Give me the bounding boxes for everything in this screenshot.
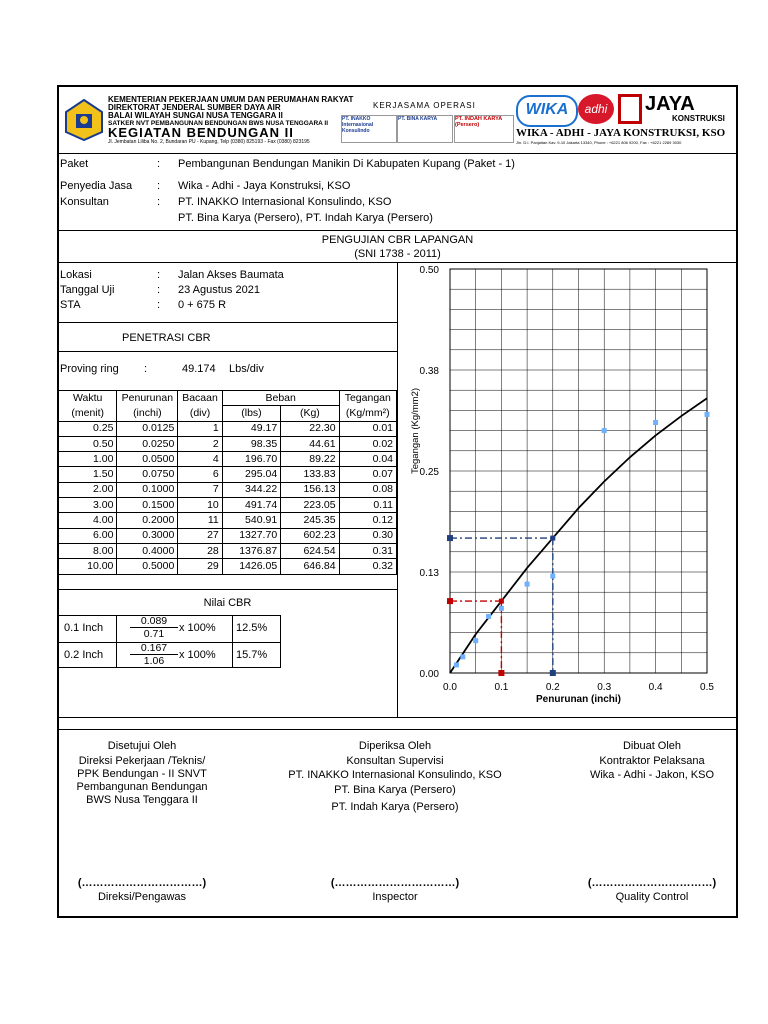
y-tick-label: 0.13 [419,568,439,579]
col-header: Bacaan [178,391,222,406]
contractor-address: Jln. D.I. Panjaitan Kav. 9-10 Jakarta 13340, Phone : +6221 806 9200, Fax : +6221 2289 3030 [516,140,682,145]
table-cell: 49.17 [222,421,280,436]
table-cell: 0.04 [339,452,396,467]
table-cell: 4 [178,452,222,467]
cbr-multiplier: x 100% [179,649,216,661]
jaya-text: JAYA [645,93,695,115]
table-cell: 0.0125 [117,421,178,436]
tanggal-value: 23 Agustus 2021 [178,284,260,296]
y-tick-label: 0.38 [419,366,439,377]
table-cell: 0.01 [339,421,396,436]
table-cell: 10.00 [59,559,117,574]
penetrasi-title: PENETRASI CBR [122,332,211,344]
colon: : [157,158,161,170]
signer-role: Direksi/Pengawas [97,891,187,903]
table-cell: 0.12 [339,513,396,528]
marker-point [550,536,555,541]
ring-colon: : [144,363,148,375]
y-tick-label: 0.25 [419,467,439,478]
cbr-value: 12.5% [236,622,268,634]
table-cell: 0.0250 [117,436,178,451]
sign-text: PT. Indah Karya (Persero) [331,801,459,813]
col-header: Waktu [59,391,117,406]
test-standard: (SNI 1738 - 2011) [354,248,441,260]
table-cell: 44.61 [281,436,339,451]
tanggal-label: Tanggal Uji [60,284,115,296]
table-cell: 11 [178,513,222,528]
table-cell: 1376.87 [222,543,280,558]
lokasi-value: Jalan Akses Baumata [178,269,284,281]
colon: : [157,269,161,281]
ring-label: Proving ring [60,363,119,375]
fraction-denominator: 0.71 [143,628,165,640]
cbr-chart [398,263,736,717]
x-tick-label: 0.3 [597,682,612,693]
table-cell: 0.3000 [117,528,178,543]
data-point [473,638,478,643]
table-cell: 0.1000 [117,482,178,497]
sign-text: PT. INAKKO Internasional Konsulindo, KSO [288,769,502,781]
table-cell: 2.00 [59,482,117,497]
cbr-fraction [130,615,178,640]
konstruksi-text: KONSTRUKSI [672,114,725,123]
col-unit: (inchi) [117,406,178,421]
project-title: KEGIATAN BENDUNGAN II [108,125,294,140]
signature-line: (……………………………) [330,877,460,889]
table-cell: 3.00 [59,498,117,513]
x-axis-label: Penurunan (inchi) [536,694,621,705]
data-point [486,614,491,619]
marker-point [550,670,556,676]
sign-text: BWS Nusa Tenggara II [86,794,198,806]
table-cell: 196.70 [222,452,280,467]
jaya-logo [618,94,642,124]
cbr-multiplier: x 100% [179,622,216,634]
fraction-numerator: 0.167 [130,642,178,655]
data-point [499,606,504,611]
x-tick-label: 0.1 [494,682,509,693]
sign-text: Disetujui Oleh [107,740,177,752]
table-cell: 1.00 [59,452,117,467]
signer-role: Inspector [372,891,418,903]
lokasi-label: Lokasi [60,269,92,281]
sign-text: PT. Bina Karya (Persero) [334,784,456,796]
consultant-logo: PT. INDAH KARYA (Persero) [454,115,514,143]
table-cell: 6.00 [59,528,117,543]
ministry-line: KEMENTERIAN PEKERJAAN UMUM DAN PERUMAHAN RAKYAT [108,95,354,104]
table-cell: 10 [178,498,222,513]
divider [58,729,737,730]
konsultan-value: PT. Bina Karya (Persero), PT. Indah Karya (Persero) [178,212,433,224]
signer-role: Quality Control [615,891,689,903]
divider [58,322,397,323]
table-cell: 624.54 [281,543,339,558]
colon: : [157,196,161,208]
table-cell: 27 [178,528,222,543]
divider [58,230,737,231]
cbr-fraction [130,642,178,667]
table-row [59,421,397,436]
table-cell: 646.84 [281,559,339,574]
table-cell: 2 [178,436,222,451]
paket-label: Paket [60,158,89,170]
table-row [59,436,397,451]
table-cell: 245.35 [281,513,339,528]
ring-value: 49.174 [182,363,216,375]
divider [58,589,397,590]
col-unit: (lbs) [222,406,280,421]
adhi-logo: adhi [578,94,614,124]
table-cell: 89.22 [281,452,339,467]
colon: : [157,299,161,311]
data-point [705,412,710,417]
table-cell: 223.05 [281,498,339,513]
data-point [602,428,607,433]
sign-text: PPK Bendungan - II SNVT [77,768,207,780]
table-cell: 344.22 [222,482,280,497]
sign-text: Direksi Pekerjaan /Teknis/ [78,755,206,767]
table-cell: 7 [178,482,222,497]
cbr-title: Nilai CBR [203,597,252,609]
data-point [525,582,530,587]
col-unit: (Kg/mm²) [339,406,396,421]
sign-text: Wika - Adhi - Jakon, KSO [589,769,715,781]
table-row [59,528,397,543]
table-cell: 0.30 [339,528,396,543]
table-cell: 156.13 [281,482,339,497]
ministry-line: DIREKTORAT JENDERAL SUMBER DAYA AIR [108,103,281,112]
table-unit-row [59,406,397,421]
table-cell: 22.30 [281,421,339,436]
col-unit: (menit) [59,406,117,421]
fraction-numerator: 0.089 [130,615,178,628]
divider [58,351,397,352]
cbr-label: 0.1 Inch [64,622,104,634]
marker-point [498,670,504,676]
x-tick-label: 0.2 [545,682,560,693]
y-axis-label: Tegangan (Kg/mm2) [410,387,421,475]
table-row [59,559,397,574]
kso-label: KERJASAMA OPERASI [373,101,476,110]
divider [58,153,737,154]
data-table [58,390,397,575]
table-cell: 29 [178,559,222,574]
table-row [59,452,397,467]
marker-point [499,599,504,604]
table-cell: 8.00 [59,543,117,558]
table-cell: 0.32 [339,559,396,574]
colon: : [157,180,161,192]
consultant-logo: PT. BINA KARYA [397,115,453,143]
table-cell: 1327.70 [222,528,280,543]
x-tick-label: 0.4 [648,682,663,693]
contractor-name: WIKA - ADHI - JAYA KONSTRUKSI, KSO [516,127,726,139]
col-unit: (Kg) [281,406,339,421]
sign-text: Konsultan Supervisi [346,755,444,767]
konsultan-value: PT. INAKKO Internasional Konsulindo, KSO [178,196,392,208]
x-tick-label: 0.0 [443,682,457,693]
paket-value: Pembangunan Bendungan Manikin Di Kabupaten Kupang (Paket - 1) [178,158,515,170]
table-cell: 98.35 [222,436,280,451]
table-cell: 0.50 [59,436,117,451]
data-point [653,420,658,425]
data-point [550,574,555,579]
table-cell: 0.08 [339,482,396,497]
col-header: Tegangan [339,391,396,406]
table-cell: 540.91 [222,513,280,528]
table-cell: 1 [178,421,222,436]
col-header: Penurunan [117,391,178,406]
marker-point [447,535,453,541]
sign-text: Diperiksa Oleh [358,740,432,752]
signature-line: (……………………………) [587,877,717,889]
table-row [59,498,397,513]
table-cell: 602.23 [281,528,339,543]
x-tick-label: 0.5 [700,682,714,693]
table-cell: 0.02 [339,436,396,451]
pu-logo [62,98,106,142]
konsultan-label: Konsultan [60,196,109,208]
penyedia-label: Penyedia Jasa [60,180,133,192]
table-cell: 0.5000 [117,559,178,574]
table-cell: 4.00 [59,513,117,528]
sta-label: STA [60,299,81,311]
data-point [460,654,465,659]
sta-value: 0 + 675 R [178,299,227,311]
table-cell: 1426.05 [222,559,280,574]
table-cell: 0.11 [339,498,396,513]
sign-text: Dibuat Oleh [622,740,682,752]
ministry-address: Jl. Jembatan Liliba No. 2, Bundaran PU - Kupang, Telp (0380) 825193 - Fax (0380) 823195 [108,139,310,145]
table-row [59,467,397,482]
colon: : [157,284,161,296]
ring-unit: Lbs/div [229,363,264,375]
table-cell: 0.2000 [117,513,178,528]
table-cell: 491.74 [222,498,280,513]
sign-text: Kontraktor Pelaksana [599,755,705,767]
table-cell: 0.07 [339,467,396,482]
wika-logo: WIKA [516,95,578,127]
table-cell: 0.1500 [117,498,178,513]
table-cell: 1.50 [59,467,117,482]
data-point [454,662,459,667]
consultant-logo: PT. INAKKO Internasional Konsulindo [341,115,397,143]
table-cell: 0.0750 [117,467,178,482]
col-unit: (div) [178,406,222,421]
table-cell: 0.0500 [117,452,178,467]
table-row [59,513,397,528]
col-header: Beban [222,391,339,406]
table-row [59,543,397,558]
signature-line: (……………………………) [77,877,207,889]
penyedia-value: Wika - Adhi - Jaya Konstruksi, KSO [178,180,351,192]
y-tick-label: 0.50 [419,265,439,276]
table-cell: 133.83 [281,467,339,482]
cbr-value: 15.7% [236,649,268,661]
test-title: PENGUJIAN CBR LAPANGAN [321,234,474,246]
marker-point [447,598,453,604]
divider [58,717,737,718]
table-header-row [59,391,397,406]
table-cell: 0.4000 [117,543,178,558]
table-row [59,482,397,497]
table-cell: 0.31 [339,543,396,558]
ministry-line: SATKER NVT PEMBANGUNAN BENDUNGAN BWS NUSA TENGGARA II [108,120,329,127]
table-cell: 295.04 [222,467,280,482]
table-cell: 6 [178,467,222,482]
fraction-denominator: 1.06 [143,655,165,667]
sign-text: Pembangunan Bendungan [76,781,208,793]
table-cell: 28 [178,543,222,558]
y-tick-label: 0.00 [419,669,439,680]
ministry-line: BALAI WILAYAH SUNGAI NUSA TENGGARA II [108,111,283,120]
table-cell: 0.25 [59,421,117,436]
cbr-label: 0.2 Inch [64,649,104,661]
